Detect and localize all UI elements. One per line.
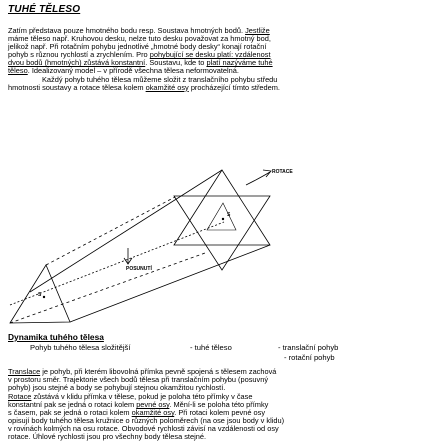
intro-line: Každý pohyb tuhého tělesa můžeme složit z translačního pohybu středu (42, 74, 278, 84)
translace-term: Translace (8, 367, 41, 376)
star-upper-triangle (174, 170, 270, 245)
trajectory-line (10, 222, 224, 305)
rotation-arc (246, 172, 270, 185)
translace-text: je pohyb, při kterém libovolná přímka pevně spojená s tělesem zachová (40, 367, 277, 376)
dynamika-translacni: - translační pohyb (278, 343, 339, 352)
rotace-text: . Mění-li se poloha této přímky (169, 400, 269, 410)
dynamika-rotacni: - rotační pohyb (284, 353, 335, 362)
connecting-line (46, 197, 175, 265)
rotace-underlined-text: okamžité osy (131, 408, 175, 418)
intro-underlined-text: dvou bodů (hmotných) zůstává konstantní (8, 58, 146, 68)
intro-line: jelikož např. Při rotačním pohybu jednotlivé „hmotné body desky“ konají rotační (8, 42, 267, 52)
page-title: TUHÉ TĚLESO (8, 4, 81, 15)
intro-text: Zatím představa pouze hmotného bodu resp. Soustava hmotných bodů. (8, 26, 244, 35)
dynamika-pohyb: Pohyb tuhého tělesa složitější (30, 343, 131, 352)
rotace-line: v rovinách kolmých na osu rotace. Obvodové rychlosti závisí na vzdálenosti od osy (8, 424, 279, 434)
label-s-right: S (227, 212, 231, 218)
rotace-text: zůstává v klidu přímka v tělese, pokud je poloha této přímky v čase (31, 392, 253, 401)
center-point-left (43, 296, 45, 298)
intro-text: procházející tímto středem. (188, 82, 280, 92)
rotace-underlined-text: pevné osy (136, 400, 170, 410)
intro-underlined-text: platí nazýváme tuhé (206, 58, 273, 68)
rotace-text: s časem, pak se jedná o rotaci kolem (8, 408, 132, 418)
rotace-text: konstantní pak se jedná o rotaci kolem (8, 400, 137, 410)
translace-paragraph (8, 368, 438, 392)
intro-text: hmotnosti soustavy a rotace tělesa kolem (8, 82, 146, 92)
intro-underlined-text: těleso (8, 66, 28, 76)
center-point-right (222, 218, 224, 220)
intro-text: pohyb s různou rychlostí a zrychlením. Pro (8, 50, 150, 60)
rotace-line: opisují body tuhého tělesa kružnice o různých poloměrech (na ose jsou body v klidu) (8, 416, 285, 426)
connecting-line (10, 253, 205, 323)
intro-underlined-text: Jestliže (245, 26, 270, 35)
label-s-left: S (38, 292, 42, 298)
intro-underlined-text: okamžité osy (145, 82, 189, 92)
translace-line: pohyb) jsou stejné a body se pohybují stejnou okamžitou rychlostí. (8, 383, 226, 393)
intro-text: . Idealizovaný model – v přírodě všechna tělesa neformovatelná. (27, 66, 239, 76)
star-lower-triangle (174, 196, 270, 270)
intro-text: . Soustavu, kde to (145, 58, 207, 68)
dynamika-teleso: - tuhé těleso (190, 343, 232, 352)
label-rotace: ROTACE (272, 169, 293, 175)
section-heading-dynamika: Dynamika tuhého tělesa (8, 332, 104, 342)
rotace-line: rotace. Úhlové rychlosti jsou pro všechny body tělesa stejné. (8, 432, 207, 442)
connecting-line (70, 245, 270, 322)
intro-underlined-text: pohybující se desku platí: vzdálenost (149, 50, 271, 60)
rotace-term: Rotace (8, 392, 32, 401)
intro-line: máme těleso např. Kruhovou desku, nelze tuto desku považovat za hmotný bod, (8, 34, 271, 44)
label-posunuti: POSUNUTÍ (126, 266, 152, 272)
inner-triangle (207, 203, 236, 230)
translace-line: v prostoru směr. Trajektorie všech bodů tělesa při translačním pohybu (posuvný (8, 375, 269, 385)
rotace-text: . Při rotaci kolem pevné osy (174, 408, 266, 418)
rotace-paragraph (8, 393, 438, 442)
connecting-line (30, 170, 222, 292)
